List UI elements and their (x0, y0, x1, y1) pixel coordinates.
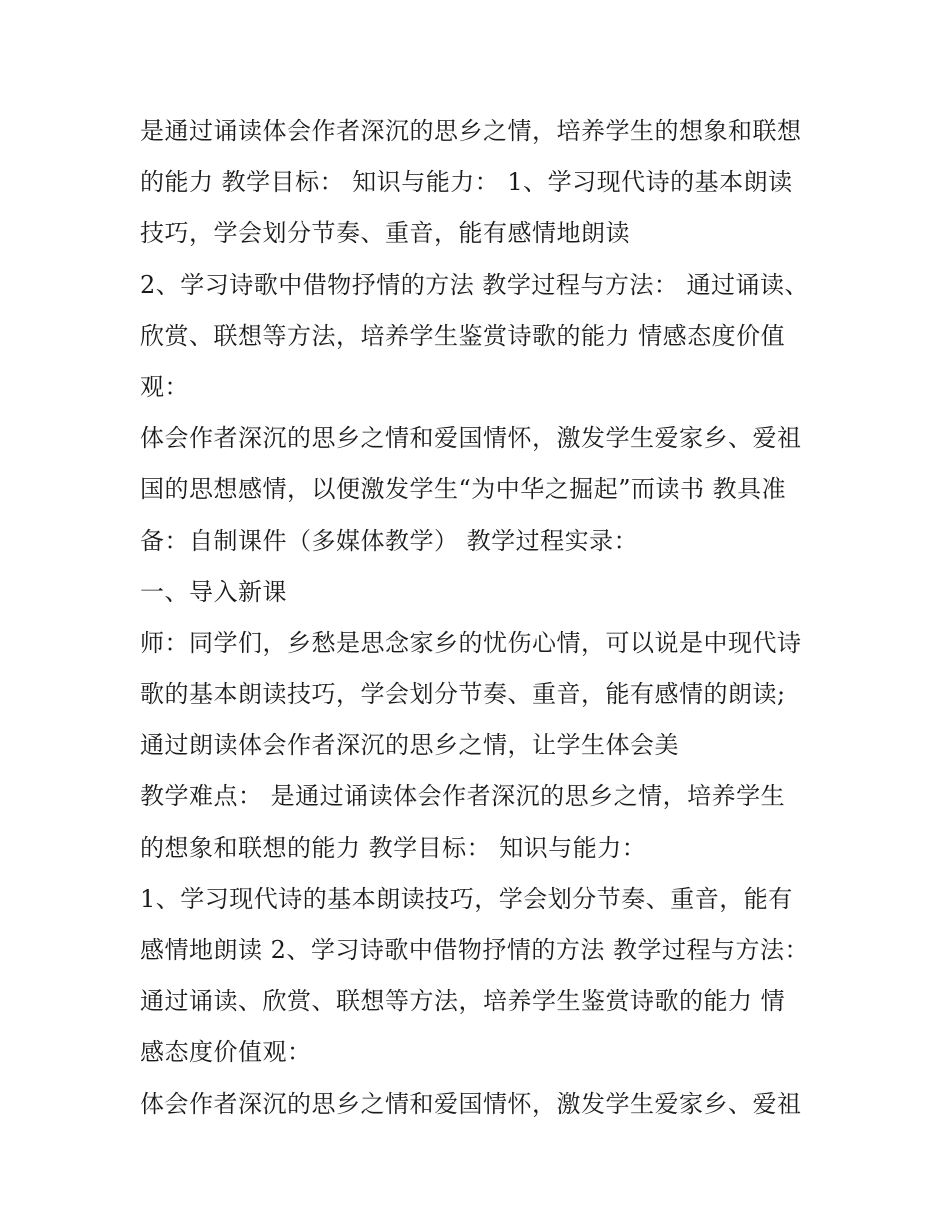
text-line: 国的思想感情，以便激发学生“为中华之掘起”而读书 教具准 (140, 475, 787, 504)
section-heading: 一、导入新课 (140, 577, 287, 606)
text-line: 2、学习诗歌中借物抒情的方法 教学过程与方法： 通过诵读、 (140, 270, 810, 299)
text-line: 的能力 教学目标： 知识与能力： 1、学习现代诗的基本朗读 (140, 168, 793, 197)
text-line: 体会作者深沉的思乡之情和爱国情怀，激发学生爱家乡、爱祖 (140, 1089, 802, 1118)
text-line: 备：自制课件（多媒体教学） 教学过程实录： (140, 526, 639, 555)
text-line: 歌的基本朗读技巧，学会划分节奏、重音，能有感情的朗读; (140, 680, 786, 709)
document-body (140, 106, 820, 1130)
text-line: 感情地朗读 2、学习诗歌中借物抒情的方法 教学过程与方法： (140, 936, 810, 964)
text-line: 的想象和联想的能力 教学目标： 知识与能力： (140, 833, 647, 862)
text-line: 1、学习现代诗的基本朗读技巧，学会划分节奏、重音，能有 (140, 884, 793, 913)
text-line: 是通过诵读体会作者深沉的思乡之情，培养学生的想象和联想 (140, 117, 802, 145)
text-line: 感态度价值观： (140, 1038, 312, 1067)
text-line: 通过诵读、欣赏、联想等方法，培养学生鉴赏诗歌的能力 情 (140, 987, 786, 1016)
text-line: 观： (140, 372, 189, 401)
text-line: 通过朗读体会作者深沉的思乡之情，让学生体会美 (140, 731, 679, 760)
text-line: 体会作者深沉的思乡之情和爱国情怀，激发学生爱家乡、爱祖 (140, 424, 802, 453)
text-line: 欣赏、联想等方法，培养学生鉴赏诗歌的能力 情感态度价值 (140, 321, 786, 350)
text-line: 师：同学们，乡愁是思念家乡的忧伤心情，可以说是中现代诗 (140, 628, 802, 657)
text-line: 技巧，学会划分节奏、重音，能有感情地朗读 (140, 219, 630, 248)
text-line: 教学难点： 是通过诵读体会作者深沉的思乡之情，培养学生 (140, 782, 786, 811)
